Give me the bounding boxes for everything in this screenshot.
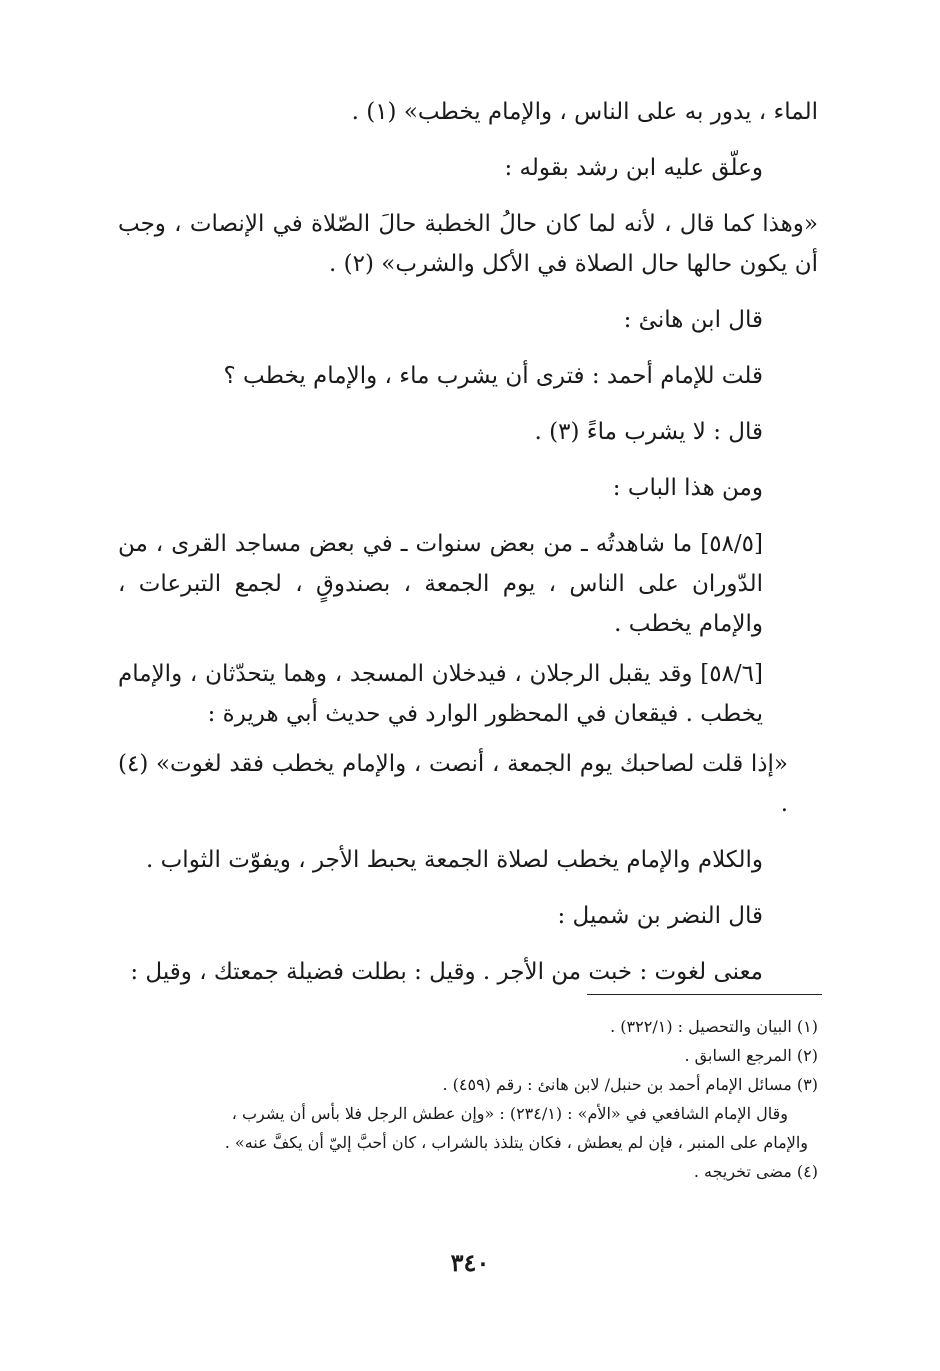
paragraph-1: الماء ، يدور به على الناس ، والإمام يخطب» (١) . <box>351 99 818 125</box>
main-text <box>118 92 818 1008</box>
footnote-3-continuation-a: وقال الإمام الشافعي في «الأم» : (٢٣٤/١) : «وإن عطش الرجل فلا بأس أن يشرب ، <box>231 1104 788 1123</box>
paragraph-11: والكلام والإمام يخطب لصلاة الجمعة يحبط الأجر ، ويفوّت الثواب . <box>146 847 763 873</box>
paragraph-6: قال : لا يشرب ماءً (٣) . <box>534 419 763 445</box>
footnote-2: (٢) المرجع السابق . <box>684 1046 818 1065</box>
paragraph-3: «وهذا كما قال ، لأنه لما كان حالُ الخطبة حالَ الصّلاة في الإنصات ، وجب أن يكون حالها حال الصلاة في الأكل والشرب» (٢) . <box>118 211 818 277</box>
paragraph-7: ومن هذا الباب : <box>612 475 763 501</box>
paragraph-8: [٥٨/٥] ما شاهدتُه ـ من بعض سنوات ـ في بعض مساجد القرى ، من الدّوران على الناس ، يوم الجمعة ، بصندوقٍ ، لجمع التبرعات ، والإمام يخطب . <box>118 531 763 637</box>
paragraph-9: [٥٨/٦] وقد يقبل الرجلان ، فيدخلان المسجد ، وهما يتحدّثان ، والإمام يخطب . فيقعان في المحظور الوارد في حديث أبي هريرة : <box>118 661 763 727</box>
paragraph-5: قلت للإمام أحمد : فترى أن يشرب ماء ، والإمام يخطب ؟ <box>223 363 763 389</box>
paragraph-10: «إذا قلت لصاحبك يوم الجمعة ، أنصت ، والإمام يخطب فقد لغوت» (٤) . <box>118 751 788 817</box>
paragraph-2: وعلّق عليه ابن رشد بقوله : <box>504 155 763 181</box>
page-number: ٣٤٠ <box>450 1248 490 1277</box>
paragraph-12: قال النضر بن شميل : <box>557 903 763 929</box>
footnote-separator <box>587 994 822 995</box>
footnote-3-continuation-b: والإمام على المنبر ، فإن لم يعطش ، فكان يتلذذ بالشراب ، كان أحبَّ إليّ أن يكفَّ عنه» . <box>224 1133 808 1152</box>
footnote-1: (١) البيان والتحصيل : (٣٢٢/١) . <box>610 1017 818 1036</box>
footnotes <box>118 1012 818 1186</box>
paragraph-13: معنى لغوت : خبت من الأجر . وقيل : بطلت فضيلة جمعتك ، وقيل : <box>130 959 763 985</box>
footnote-4: (٤) مضى تخريجه . <box>693 1162 818 1181</box>
footnote-3: (٣) مسائل الإمام أحمد بن حنبل/ لابن هانئ : رقم (٤٥٩) . <box>442 1075 818 1094</box>
paragraph-4: قال ابن هانئ : <box>623 307 763 333</box>
